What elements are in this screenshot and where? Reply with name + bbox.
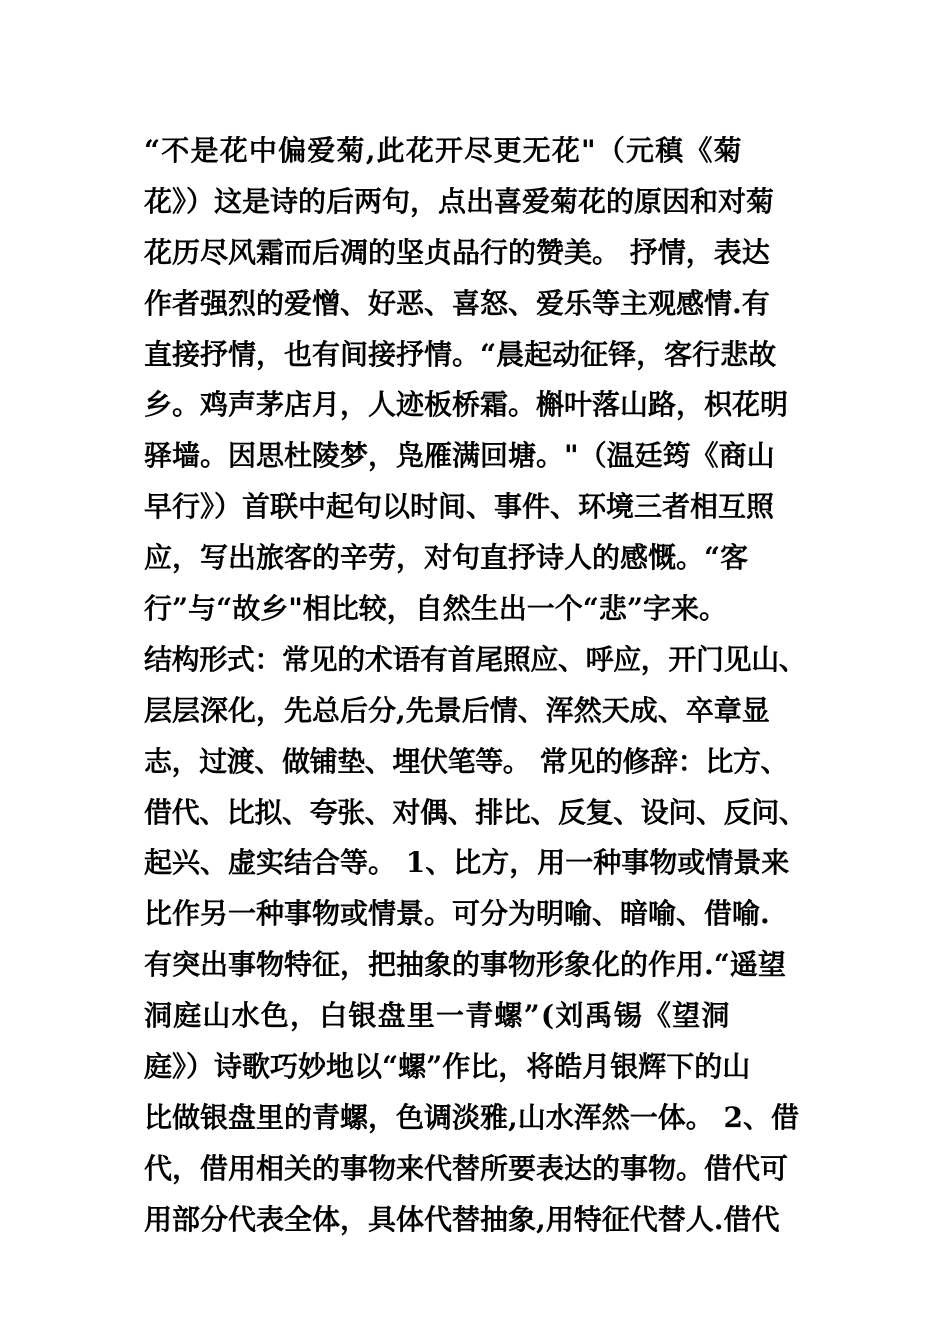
text-line: 应，写出旅客的辛劳，对句直抒诗人的感慨。“客 [144, 541, 749, 575]
text-line: 代，借用相关的事物来代替所要表达的事物。借代可 [144, 1151, 789, 1185]
text-line: 洞庭山水色，白银盘里一青螺”(刘禹锡《望洞 [144, 999, 731, 1033]
text-line: 比做银盘里的青螺，色调淡雅,山水浑然一体。 2、借 [144, 1100, 799, 1134]
text-line: 有突出事物特征，把抽象的事物形象化的作用.“遥望 [144, 948, 786, 982]
text-line: 志，过渡、做铺垫、埋伏笔等。 常见的修辞：比方、 [144, 744, 789, 778]
text-line: 驿墙。因思杜陵梦，凫雁满回塘。"（温廷筠《商山 [144, 439, 775, 473]
text-line: 作者强烈的爱憎、好恶、喜怒、爱乐等主观感情.有 [144, 286, 770, 320]
text-line: 乡。鸡声茅店月，人迹板桥霜。槲叶落山路，枳花明 [144, 388, 789, 422]
text-line: 借代、比拟、夸张、对偶、排比、反复、设问、反问、 [144, 795, 807, 829]
text-line: 比作另一种事物或情景。可分为明喻、暗喻、借喻. [144, 897, 770, 931]
text-line: 结构形式：常见的术语有首尾照应、呼应，开门见山、 [144, 642, 807, 676]
text-line: 庭》）诗歌巧妙地以“螺”作比，将皓月银辉下的山 [144, 1050, 751, 1084]
text-line: 早行》）首联中起句以时间、事件、环境三者相互照 [144, 490, 775, 524]
text-line: 花》）这是诗的后两句，点出喜爱菊花的原因和对菊 [144, 184, 775, 218]
body-text [144, 126, 834, 1246]
text-line: 层层深化，先总后分,先景后情、浑然天成、卒章显 [144, 693, 770, 727]
text-line: 花历尽风霜而后凋的坚贞品行的赞美。 抒情，表达 [144, 235, 770, 269]
text-line: 用部分代表全体，具体代替抽象,用特征代替人.借代 [144, 1202, 780, 1236]
text-line: 起兴、虚实结合等。 1、比方，用一种事物或情景来 [144, 846, 790, 880]
text-line: 直接抒情，也有间接抒情。“晨起动征铎，客行悲故 [144, 337, 777, 371]
text-line: 行”与“故乡"相比较，自然生出一个“悲”字来。 [144, 592, 728, 626]
text-line: “不是花中偏爱菊,此花开尽更无花"（元稹《菊 [144, 134, 743, 167]
